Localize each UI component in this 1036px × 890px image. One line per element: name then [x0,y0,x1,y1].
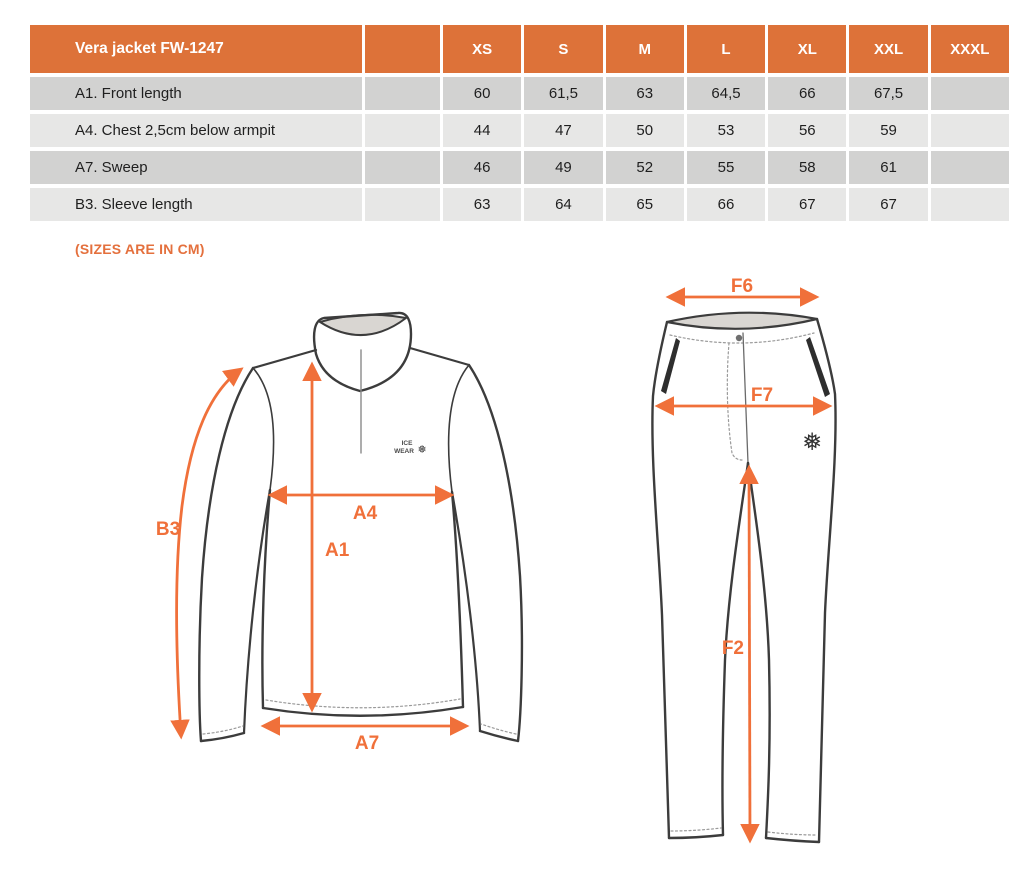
jacket-outline [199,313,522,741]
size-col-header-s: S [524,25,602,73]
value-cell: 64 [524,188,602,221]
size-col-header-xs: XS [443,25,521,73]
value-cell: 52 [606,151,684,184]
logo-text-wear: WEAR [394,448,414,455]
label-a4: A4 [352,503,378,524]
value-cell: 65 [606,188,684,221]
value-cell: 64,5 [687,77,765,110]
value-cell [931,114,1009,147]
value-cell [931,151,1009,184]
row-label-chest: A4. Chest 2,5cm below armpit [30,114,362,147]
left-pocket-opening [661,338,680,394]
value-cell: 61,5 [524,77,602,110]
value-cell: 58 [768,151,846,184]
value-cell: 63 [606,77,684,110]
sizes-in-cm-note: (SIZES ARE IN CM) [75,241,205,257]
label-f6: F6 [730,276,754,297]
value-cell: 50 [606,114,684,147]
value-cell [931,77,1009,110]
table-title: Vera jacket FW-1247 [30,25,362,73]
header-spacer-cell [365,25,440,73]
value-cell: 55 [687,151,765,184]
value-cell: 63 [443,188,521,221]
row-label-sleeve-length: B3. Sleeve length [30,188,362,221]
value-cell: 60 [443,77,521,110]
size-col-header-xxxl: XXXL [931,25,1009,73]
value-cell: 67 [768,188,846,221]
size-table [30,25,1009,221]
row-spacer-cell [365,77,440,110]
arrow-f2-inseam [749,469,750,839]
pants-snowflake-logo-icon: ❅ [801,429,823,456]
jacket-measure-arrows [177,366,465,735]
value-cell [931,188,1009,221]
logo-snowflake-icon: ❅ [417,444,427,456]
row-spacer-cell [365,151,440,184]
logo-text-ice: ICE [401,440,413,447]
pants-measurement-diagram [625,275,885,870]
value-cell: 46 [443,151,521,184]
value-cell: 61 [849,151,927,184]
row-spacer-cell [365,188,440,221]
waist-button [736,335,742,341]
row-label-sweep: A7. Sweep [30,151,362,184]
size-col-header-l: L [687,25,765,73]
label-f2: F2 [721,638,744,659]
row-spacer-cell [365,114,440,147]
value-cell: 47 [524,114,602,147]
value-cell: 56 [768,114,846,147]
value-cell: 67,5 [849,77,927,110]
value-cell: 44 [443,114,521,147]
value-cell: 53 [687,114,765,147]
pants-outline [652,313,835,842]
label-a7: A7 [354,733,380,754]
size-col-header-xxl: XXL [849,25,927,73]
value-cell: 66 [768,77,846,110]
label-f7: F7 [750,385,774,406]
size-col-header-xl: XL [768,25,846,73]
label-b3: B3 [155,519,181,540]
value-cell: 49 [524,151,602,184]
arrow-b3-sleeve [177,370,240,735]
icewear-logo [394,440,427,456]
label-a1: A1 [325,540,350,561]
size-col-header-m: M [606,25,684,73]
row-label-front-length: A1. Front length [30,77,362,110]
value-cell: 59 [849,114,927,147]
jacket-measurement-diagram [130,298,530,763]
pants-measure-arrows [659,297,828,839]
value-cell: 67 [849,188,927,221]
value-cell: 66 [687,188,765,221]
right-pocket-opening [806,337,830,397]
